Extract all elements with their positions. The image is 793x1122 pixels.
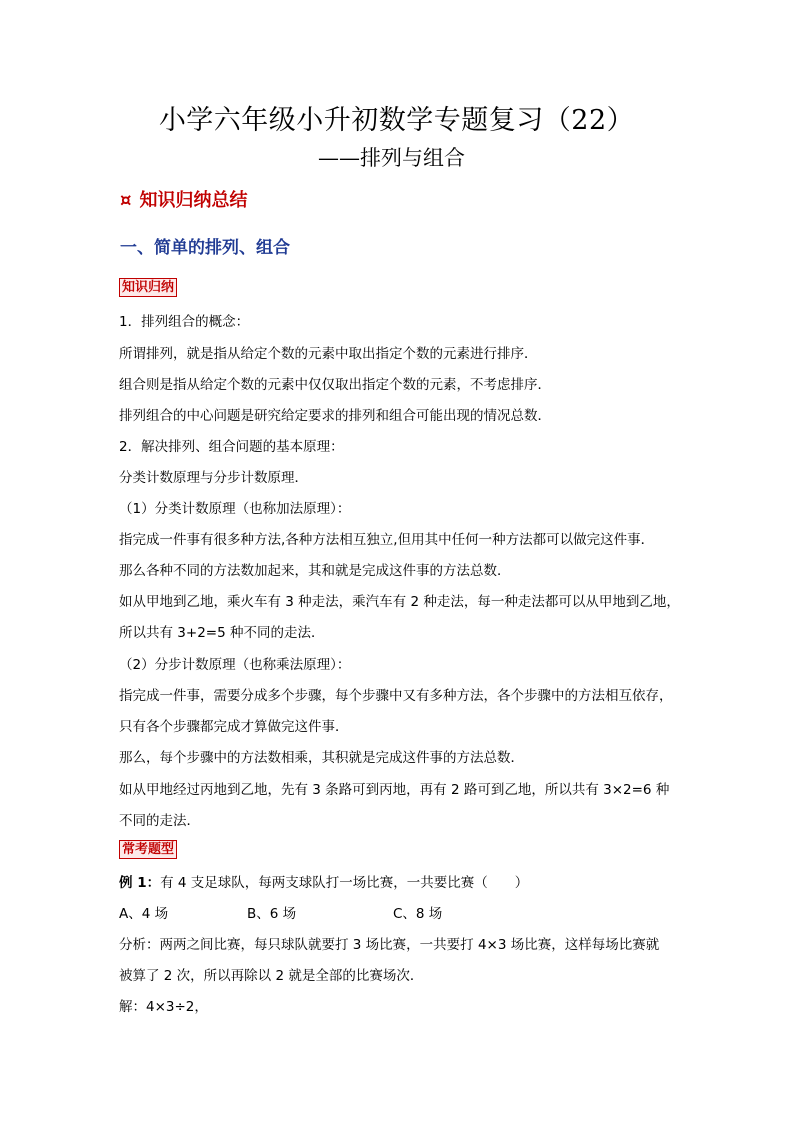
text-line: 所谓排列，就是指从给定个数的元素中取出指定个数的元素进行排序． bbox=[119, 346, 538, 362]
knowledge-tag: 知识归纳 bbox=[119, 278, 177, 297]
text-line: 2．解决排列、组合问题的基本原理： bbox=[119, 439, 344, 455]
text-line: 如从甲地经过丙地到乙地，先有 3 条路可到丙地，再有 2 路可到乙地，所以共有 3×2=6 种 bbox=[119, 782, 670, 798]
text-line: 所以共有 3+2=5 种不同的走法． bbox=[119, 625, 325, 641]
text-line: 不同的走法． bbox=[119, 813, 200, 829]
subsection-heading: 一、简单的排列、组合 bbox=[120, 238, 290, 258]
text-line: 只有各个步骤都完成才算做完这件事． bbox=[119, 719, 349, 735]
page-subtitle: ——排列与组合 bbox=[318, 146, 465, 170]
solution-line: 解：4×3÷2， bbox=[119, 999, 208, 1015]
text-line: 指完成一件事，需要分成多个步骤，每个步骤中又有多种方法，各个步骤中的方法相互依存， bbox=[119, 688, 673, 704]
analysis-line: 分析：两两之间比赛，每只球队就要打 3 场比赛，一共要打 4×3 场比赛，这样每场比赛就 bbox=[119, 937, 660, 953]
text-line: 排列组合的中心问题是研究给定要求的排列和组合可能出现的情况总数． bbox=[119, 408, 551, 424]
text-line: 组合则是指从给定个数的元素中仅仅取出指定个数的元素，不考虑排序． bbox=[119, 377, 551, 393]
section-heading bbox=[120, 186, 247, 212]
example-label: 例 1： bbox=[119, 875, 161, 891]
section-mark-icon: ¤ bbox=[120, 190, 132, 211]
text-line: 1．排列组合的概念： bbox=[119, 314, 250, 330]
text-line: 如从甲地到乙地，乘火车有 3 种走法，乘汽车有 2 种走法，每一种走法都可以从甲地到乙地， bbox=[119, 594, 680, 610]
example-question bbox=[119, 871, 528, 891]
text-line: 那么，每个步骤中的方法数相乘，其积就是完成这件事的方法总数． bbox=[119, 750, 524, 766]
section-heading-text: 知识归纳总结 bbox=[139, 190, 248, 211]
text-line: 那么各种不同的方法数加起来，其和就是完成这件事的方法总数． bbox=[119, 563, 511, 579]
text-line: 分类计数原理与分步计数原理． bbox=[119, 470, 308, 486]
analysis-line: 被算了 2 次，所以再除以 2 就是全部的比赛场次． bbox=[119, 968, 424, 984]
page-title: 小学六年级小升初数学专题复习（22） bbox=[158, 105, 635, 136]
text-line: 指完成一件事有很多种方法,各种方法相互独立,但用其中任何一种方法都可以做完这件事． bbox=[119, 532, 655, 548]
common-question-tag: 常考题型 bbox=[119, 840, 177, 859]
example-question-text: 有 4 支足球队，每两支球队打一场比赛，一共要比赛（ ） bbox=[160, 875, 529, 891]
text-line: （1）分类计数原理（也称加法原理）： bbox=[119, 501, 351, 517]
option-b: B、6 场 bbox=[247, 906, 297, 922]
option-a: A、4 场 bbox=[119, 906, 169, 922]
text-line: （2）分步计数原理（也称乘法原理）： bbox=[119, 657, 351, 673]
option-c: C、8 场 bbox=[393, 906, 443, 922]
